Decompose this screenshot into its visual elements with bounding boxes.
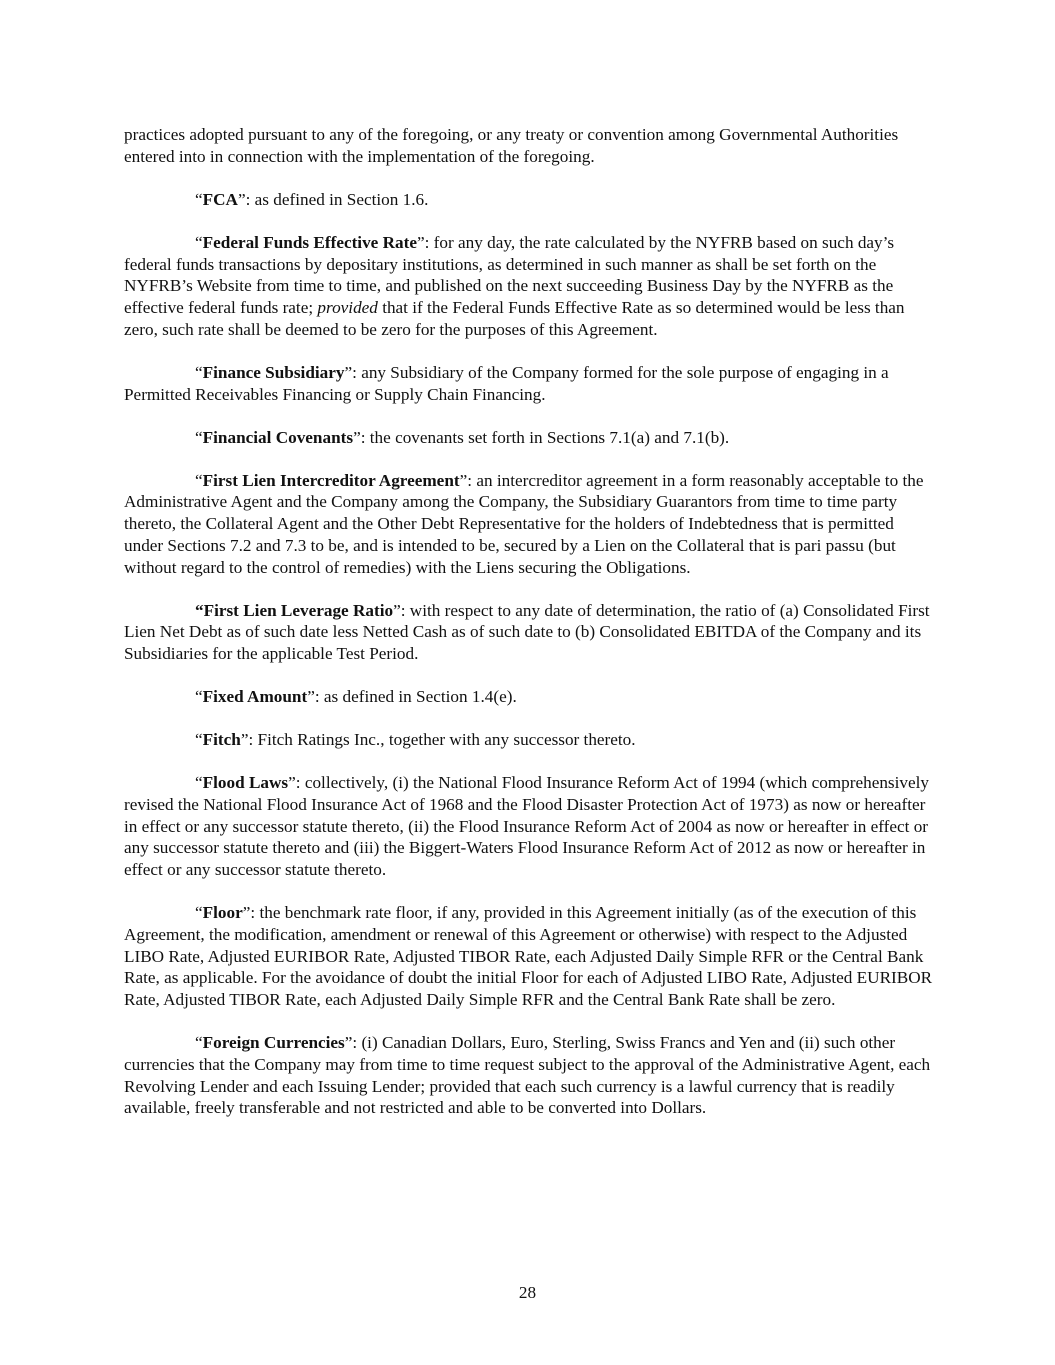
defined-term: Foreign Currencies bbox=[202, 1033, 345, 1053]
definition-italic: provided bbox=[317, 298, 378, 317]
page-number: 28 bbox=[518, 1283, 537, 1302]
definition-text: : the benchmark rate floor, if any, provided in this Agreement initially (as of the execution of this Agreement, the modification, amendment or renewal of this Agreement or otherwise) with respect to the Adjusted LIBO Rate, Adjusted EURIBOR Rate, Adjusted TIBOR Rate, each Adjusted Daily Simple RFR or the Central Bank Rate, as applicable. For the avoidance of doubt the initial Floor for each of Adjusted LIBO Rate, Adjusted EURIBOR Rate, Adjusted TIBOR Rate, each Adjusted Daily Simple RFR and the Central Bank Rate shall be zero. bbox=[124, 903, 933, 1009]
definition-fitch: “Fitch”: Fitch Ratings Inc., together with any successor thereto. bbox=[195, 730, 636, 750]
definition-text: : an intercreditor agreement in a form reasonably acceptable to the Administrative Agent and the Company among the Company, the Subsidiary Guarantors from time to time party thereto, the Collateral Agent and the Other Debt Representative for the holders of Indebtedness that is permitted under Sections 7.2 and 7.3 to be, and is intended to be, secured by a Lien on the Collateral that is pari passu (but without regard to the control of remedies) with the Liens securing the Obligations. bbox=[124, 470, 924, 577]
defined-term: First Lien Leverage Ratio bbox=[203, 600, 394, 620]
definition-text: : (i) Canadian Dollars, Euro, Sterling, Swiss Francs and Yen and (ii) such other currencies that the Company may from time to time request subject to the approval of the Administrative Agent, each Revolving Lender and each Issuing Lender; provided that each such currency is a lawful currency that is readily available, freely transferable and not restricted and able to be converted into Dollars. bbox=[124, 1033, 931, 1118]
defined-term: Fixed Amount bbox=[202, 687, 308, 707]
defined-term: Flood Laws bbox=[202, 773, 289, 793]
definition-floor: “Floor”: the benchmark rate floor, if any, provided in this Agreement initially (as of the execution of this Agreement, the modification, amendment or renewal of this Agreement or otherwise) with respect to the Adjusted LIBO Rate, Adjusted EURIBOR Rate, Adjusted TIBOR Rate, each Adjusted Daily Simple RFR or the Central Bank Rate, as applicable. For the avoidance of doubt the initial Floor for each of Adjusted LIBO Rate, Adjusted EURIBOR Rate, Adjusted TIBOR Rate, each Adjusted Daily Simple RFR and the Central Bank Rate shall be zero. bbox=[124, 903, 933, 1009]
definition-federal-funds-effective-rate: “Federal Funds Effective Rate”: for any day, the rate calculated by the NYFRB based on such day’s federal funds transactions by depositary institutions, as determined in such manner as shall be set forth on the NYFRB’s Website from time to time, and published on the next succeeding Business Day by the NYFRB as the effective federal funds rate; provided that if the Federal Funds Effective Rate as so determined would be less than zero, such rate shall be deemed to be zero for the purposes of this Agreement. bbox=[124, 232, 905, 339]
definition-text: : for any day, the rate calculated by the NYFRB based on such day’s federal funds transactions by depositary institutions, as determined in such manner as shall be set forth on the NYFRB’s Website from time to time, and published on the next succeeding Business Day by the NYFRB as the effective federal funds rate; bbox=[124, 232, 895, 317]
definition-first-lien-leverage-ratio: “First Lien Leverage Ratio”: with respect to any date of determination, the ratio of (a) Consolidated First Lien Net Debt as of such date less Netted Cash as of such date to (b) Consolidated EBITDA of the Company and its Subsidiaries for the applicable Test Period. bbox=[124, 600, 930, 663]
definition-financial-covenants: “Financial Covenants”: the covenants set forth in Sections 7.1(a) and 7.1(b). bbox=[195, 427, 730, 447]
continuation-paragraph: practices adopted pursuant to any of the foregoing, or any treaty or convention among Governmental Authorities entered into in connection with the implementation of the foregoing. bbox=[124, 125, 899, 166]
defined-term: Federal Funds Effective Rate bbox=[202, 232, 417, 252]
defined-term: FCA bbox=[202, 189, 238, 209]
definition-fixed-amount: “Fixed Amount”: as defined in Section 1.4(e). bbox=[195, 687, 517, 707]
definition-text-continued: that if the Federal Funds Effective Rate as so determined would be less than zero, such rate shall be deemed to be zero for the purposes of this Agreement. bbox=[124, 298, 905, 339]
definition-foreign-currencies: “Foreign Currencies”: (i) Canadian Dollars, Euro, Sterling, Swiss Francs and Yen and (ii) such other currencies that the Company may from time to time request subject to the approval of the Administrative Agent, each Revolving Lender and each Issuing Lender; provided that each such currency is a lawful currency that is readily available, freely transferable and not restricted and able to be converted into Dollars. bbox=[124, 1033, 931, 1118]
defined-term: First Lien Intercreditor Agreement bbox=[202, 470, 460, 490]
definition-fca: “FCA”: as defined in Section 1.6. bbox=[195, 189, 429, 209]
definition-text: : any Subsidiary of the Company formed for the sole purpose of engaging in a Permitted Receivables Financing or Supply Chain Financing. bbox=[124, 362, 889, 404]
defined-term: Floor bbox=[202, 903, 243, 923]
document-page bbox=[124, 124, 936, 1140]
defined-term: Fitch bbox=[202, 730, 241, 750]
definition-text: : as defined in Section 1.4(e). bbox=[314, 687, 517, 707]
definition-text: : Fitch Ratings Inc., together with any successor thereto. bbox=[248, 730, 636, 750]
definition-text: : as defined in Section 1.6. bbox=[245, 189, 429, 209]
definition-text: : the covenants set forth in Sections 7.1(a) and 7.1(b). bbox=[360, 427, 730, 447]
defined-term: Finance Subsidiary bbox=[202, 362, 345, 382]
definition-first-lien-intercreditor-agreement: “First Lien Intercreditor Agreement”: an intercreditor agreement in a form reasonably acceptable to the Administrative Agent and the Company among the Company, the Subsidiary Guarantors from time to time party thereto, the Collateral Agent and the Other Debt Representative for the holders of Indebtedness that is permitted under Sections 7.2 and 7.3 to be, and is intended to be, secured by a Lien on the Collateral that is pari passu (but without regard to the control of remedies) with the Liens securing the Obligations. bbox=[124, 470, 924, 577]
definition-finance-subsidiary: “Finance Subsidiary”: any Subsidiary of the Company formed for the sole purpose of engaging in a Permitted Receivables Financing or Supply Chain Financing. bbox=[124, 362, 889, 404]
definition-text: : collectively, (i) the National Flood Insurance Reform Act of 1994 (which comprehensively revised the National Flood Insurance Act of 1968 and the Flood Disaster Protection Act of 1973) as now or hereafter in effect or any successor statute thereto, (ii) the Flood Insurance Reform Act of 2004 as now or hereafter in effect or any successor statute thereto and (iii) the Biggert-Waters Flood Insurance Reform Act of 2012 as now or hereafter in effect or any successor statute thereto. bbox=[124, 773, 929, 880]
definition-flood-laws: “Flood Laws”: collectively, (i) the National Flood Insurance Reform Act of 1994 (which comprehensively revised the National Flood Insurance Act of 1968 and the Flood Disaster Protection Act of 1973) as now or hereafter in effect or any successor statute thereto, (ii) the Flood Insurance Reform Act of 2004 as now or hereafter in effect or any successor statute thereto and (iii) the Biggert-Waters Flood Insurance Reform Act of 2012 as now or hereafter in effect or any successor statute thereto. bbox=[124, 773, 929, 880]
definition-text: : with respect to any date of determination, the ratio of (a) Consolidated First Lien Net Debt as of such date less Netted Cash as of such date to (b) Consolidated EBITDA of the Company and its Subsidiaries for the applicable Test Period. bbox=[124, 600, 930, 663]
defined-term: Financial Covenants bbox=[202, 427, 354, 447]
